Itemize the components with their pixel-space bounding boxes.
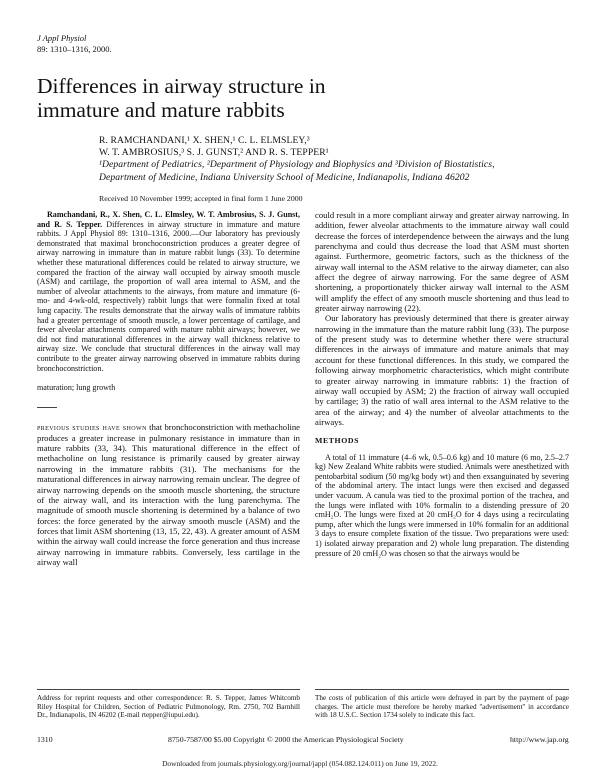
copyright-line: 8750-7587/00 $5.00 Copyright © 2000 the American Physiological Society	[168, 735, 404, 744]
journal-citation	[37, 33, 112, 54]
publication-cost-footnote: The costs of publication of this article were defrayed in part by the payment of page charges. The article must therefore be hereby marked ''advertisement'' in accordance with 18 U.S.C. Section 1734 solely to indicate this fact.	[315, 689, 569, 720]
title-line-2: immature and mature rabbits	[37, 98, 285, 122]
methods-paragraph: A total of 11 immature (4–6 wk, 0.5–0.6 kg) and 10 mature (6 mo, 2.5–2.7 kg) New Zealand White rabbits were studied. Animals were anesthetized with pentobarbital sodium (50 mg/kg body wt) and then exsanguinated by severing of the abdominal artery. The intact lungs were then excised and degassed under vacuum. A canula was tied to the proximal portion of the trachea, and the lungs were inflated with 10% formalin to a distending pressure of 20 cmH₂O. The lungs were fixed at 20 cmH₂O for 4 days using a recirculating pump, after which the lungs were immersed in 10% formalin for an additional 3 days to ensure complete fixation of the tissue. Two preparations were used: 1) isolated airway preparation and 2) whole lung preparation. The distending pressure of 20 cmH₂O was chosen so that the airways would be	[315, 452, 569, 558]
intro-paragraph-2: Our laboratory has previously determined that there is greater airway narrowing in the immature than the mature rabbit lung (33). The purpose of the present study was to determine whether there were structural differences in the airways of immature and mature animals that may account for these functional differences. In this study, we compared the following airway morphometric characteristics, which might contribute to greater airway narrowing in immature rabbits: 1) the fraction of airway wall occupied by ASM; 2) the fraction of airway wall occupied by cartilage; 3) the ratio of wall area internal to the ASM relative to the area of the airway; and 4) the number of alveolar attachments to the airways.	[315, 313, 569, 427]
intro-paragraph-1-text: that bronchoconstriction with methacholine produces a greater increase in pulmonary resistance in immature than in mature rabbits (33, 34). This maturational difference in the effect of methacholine on lung resistance is primarily caused by greater airway narrowing in the immature rabbits (31). The mechanisms for the maturational differences in airway narrowing remain unclear. The degree of airway narrowing depends on the smooth muscle shortening, the structure of the airway wall, and its interaction with the lung parenchyma. The magnitude of smooth muscle shortening is determined by a balance of two forces: the force generated by the airway smooth muscle (ASM) and the forces that limit ASM shortening (13, 15, 22, 43). A greater amount of ASM within the airway wall could increase the force generation and thus increase airway narrowing in immature rabbits. Conversely, less cartilage in the airway wall	[37, 422, 300, 567]
left-column	[37, 210, 300, 567]
journal-name: J Appl Physiol	[37, 33, 87, 43]
page-number: 1310	[37, 735, 53, 744]
author-block	[99, 135, 569, 184]
abstract-text: Differences in airway structure in immature and mature rabbits. J Appl Physiol 89: 1310–1316, 2000.—Our laboratory has previously demonstrated that maximal bronchoconstriction produces a greater degree of airway narrowing in immature than in mature rabbit lungs (33). To determine whether these maturational differences could be related to airway structure, we compared the fraction of the airway wall occupied by airway smooth muscle (ASM) and cartilage, the proportion of wall area internal to ASM, and the number of alveolar attachments to the airways, from mature and immature (6-mo- and 4-wk-old, respectively) rabbit lungs that were formalin fixed at total lung capacity. The results demonstrate that the airway walls of immature rabbits had a greater percentage of smooth muscle, a lower percentage of cartilage, and fewer alveolar attachments compared with mature rabbit airways; however, we did not find maturational differences in the airway wall thickness relative to airway size. We conclude that structural differences in the airway wall may contribute to the greater airway narrowing observed in immature rabbits during bronchoconstriction.	[37, 219, 300, 373]
article-title	[37, 74, 557, 122]
affiliation-line-1: ¹Department of Pediatrics, ²Department of Physiology and Biophysics and ³Division of Biostatistics,	[99, 159, 495, 171]
affiliation-line-2: Department of Medicine, Indiana University School of Medicine, Indianapolis, Indiana 46202	[99, 171, 470, 183]
keywords: maturation; lung growth	[37, 383, 116, 393]
intro-lead-in: previous studies have shown	[37, 422, 147, 433]
methods-heading: METHODS	[315, 436, 360, 446]
authors-line-2: W. T. AMBROSIUS,³ S. J. GUNST,² AND R. S. TEPPER¹	[99, 147, 329, 159]
journal-website-link[interactable]: http://www.jap.org	[510, 735, 569, 744]
citation: 89: 1310–1316, 2000.	[37, 43, 112, 54]
intro-paragraph-1-continued: could result in a more compliant airway and greater airway narrowing. In addition, fewer alveolar attachments to the immature airway wall could decrease the forces of interdependence between the airways and the lung parenchyma and could thus decrease the load that ASM must shorten against. Furthermore, geometric factors, such as the thickness of the airway wall internal to the ASM relative to the airway diameter, can also affect the degree of airway narrowing. For the same degree of ASM shortening, a proportionately thicker airway wall internal to the ASM will amplify the effect of any smooth muscle shortening and thus lead to greater airway narrowing (22).	[315, 210, 569, 314]
section-divider	[37, 407, 57, 408]
download-note: Downloaded from journals.physiology.org/journal/jappl (054.082.124.011) on June 19, 2022.	[162, 759, 438, 768]
received-dates: Received 10 November 1999; accepted in final form 1 June 2000	[99, 194, 303, 203]
right-column	[315, 210, 569, 558]
authors-line-1: R. RAMCHANDANI,¹ X. SHEN,¹ C. L. ELMSLEY,³	[99, 135, 310, 146]
intro-paragraph-1	[37, 422, 300, 567]
abstract	[37, 210, 300, 373]
abstract-authors: Ramchandani, R., X. Shen, C. L. Elmsley, W. T. Ambrosius, S. J. Gunst, and R. S. Tepper.	[37, 210, 300, 229]
title-line-1: Differences in airway structure in	[37, 74, 326, 98]
correspondence-footnote: Address for reprint requests and other correspondence: R. S. Tepper, James Whitcomb Riley Hospital for Children, Section of Pediatric Pulmonology, Rm. 2750, 702 Barnhill Dr., Indianapolis, IN 46202 (E-mail rtepper@iupui.edu).	[37, 689, 300, 720]
